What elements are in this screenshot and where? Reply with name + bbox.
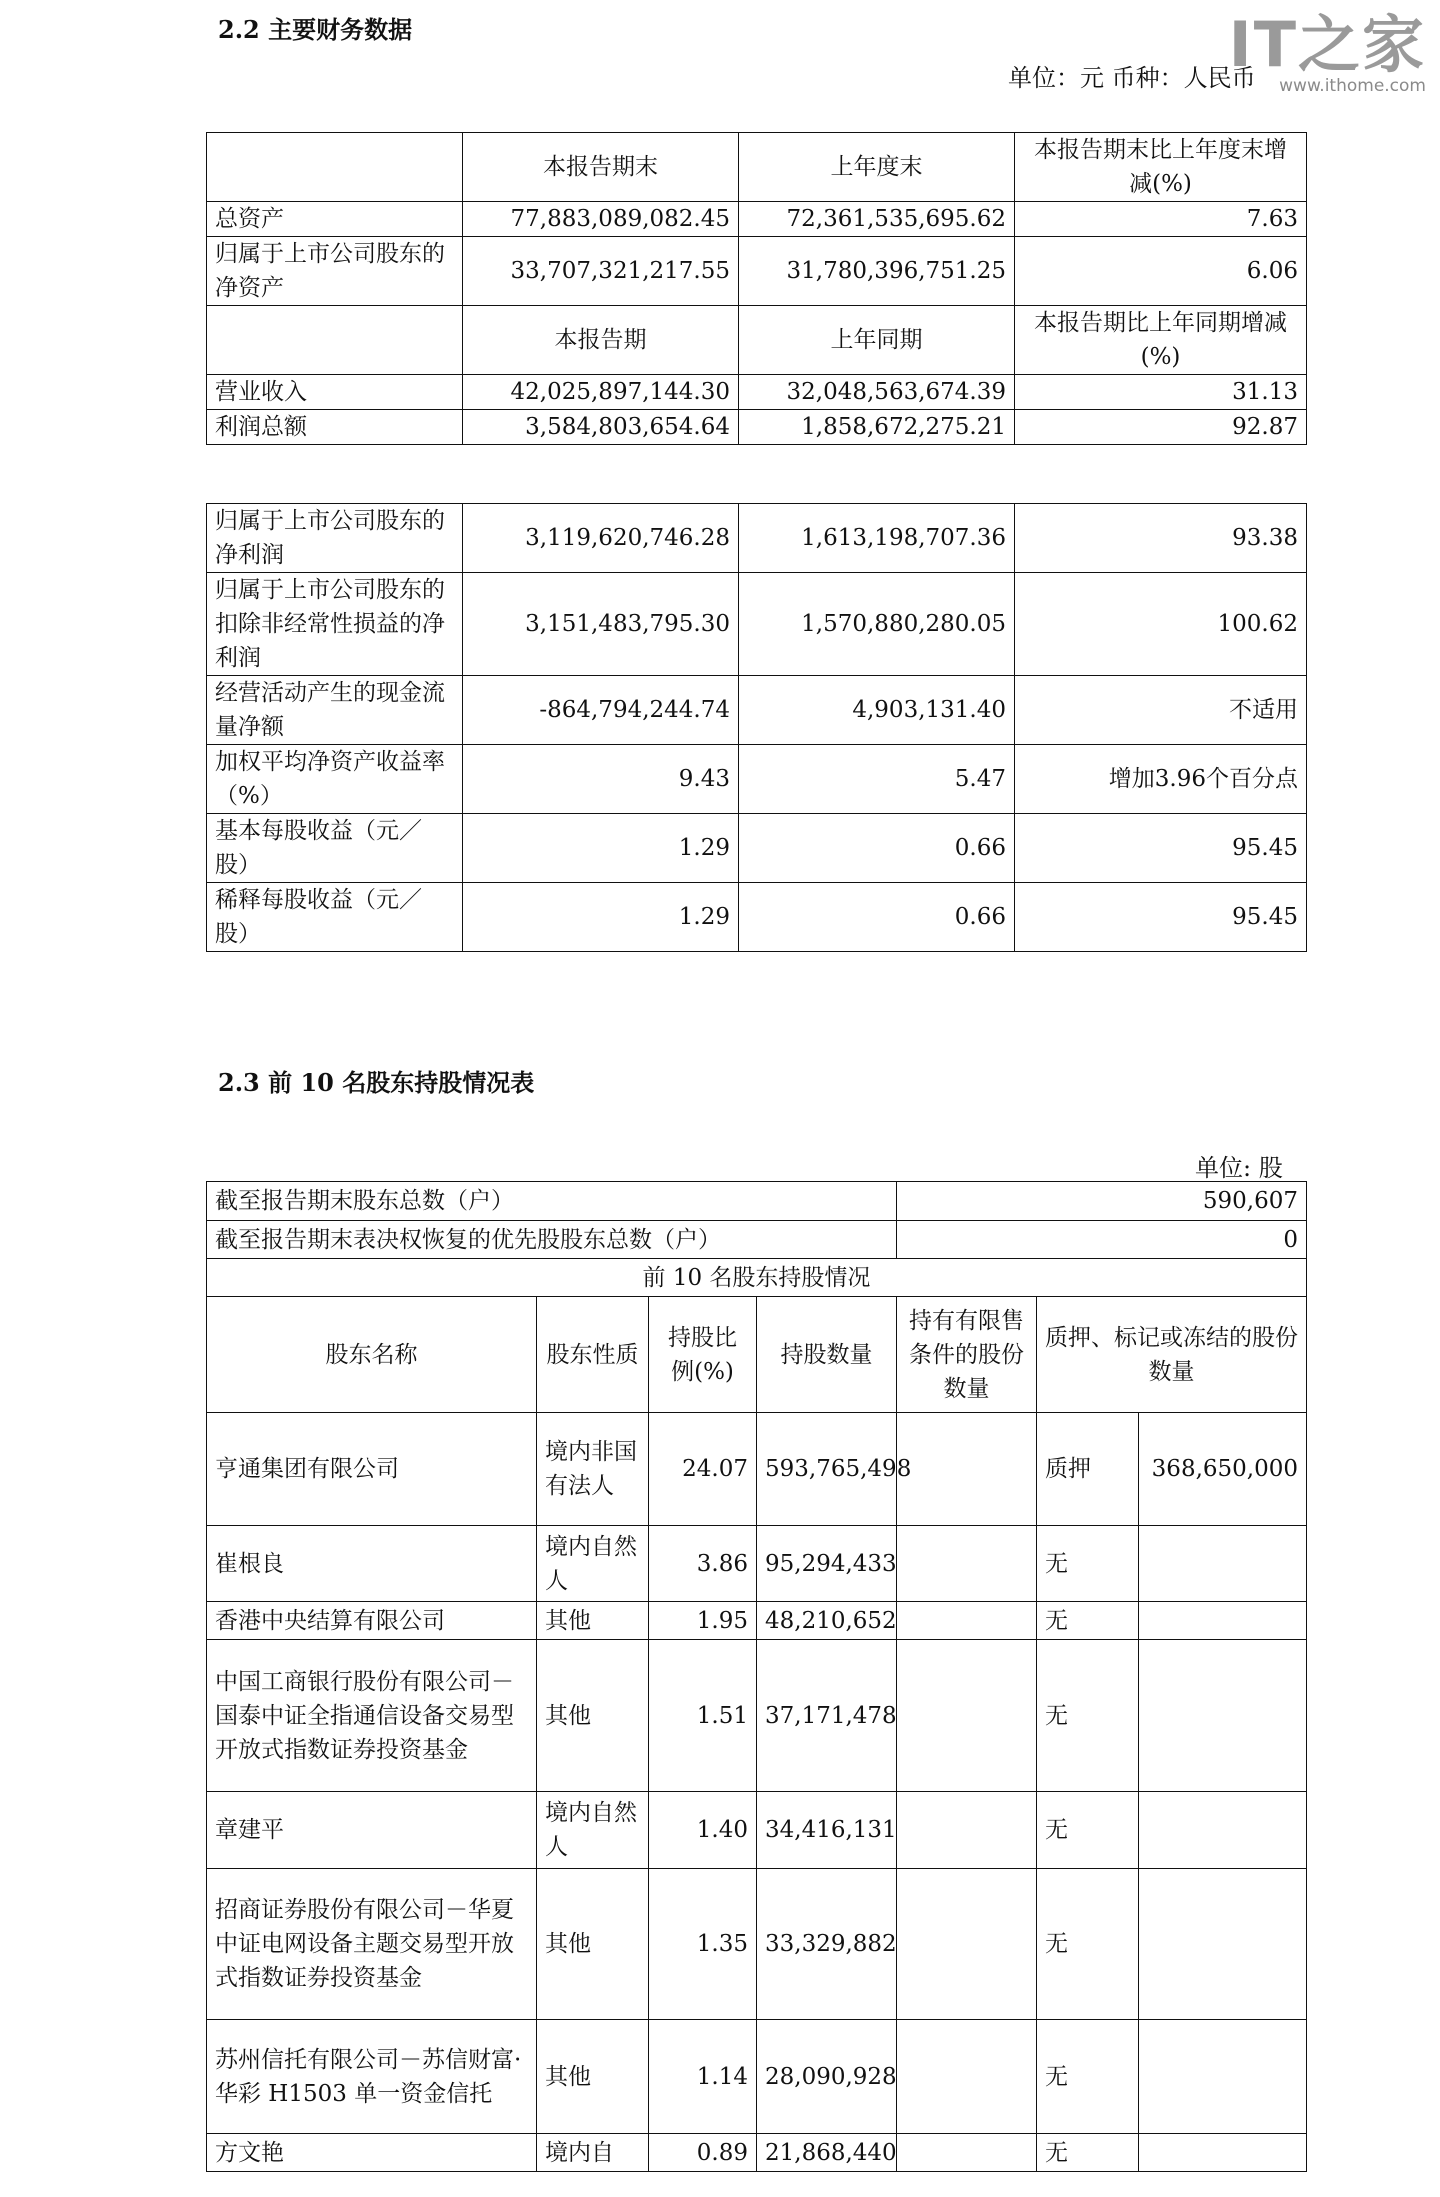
pledge-amount [1139,2134,1307,2172]
column-header: 本报告期末 [463,133,739,202]
table-cell: 4,903,131.40 [739,676,1015,745]
preferred-shareholders-label: 截至报告期末表决权恢复的优先股股东总数（户） [207,1221,897,1259]
pledge-status: 无 [1037,1602,1139,1640]
shareholding-ratio: 24.07 [649,1413,757,1526]
shareholding-ratio: 1.95 [649,1602,757,1640]
table-row [207,676,1307,745]
pledge-amount [1139,1602,1307,1640]
table-cell: 1.29 [463,883,739,952]
restricted-shares [897,2020,1037,2134]
pledge-amount [1139,1640,1307,1792]
financial-data-table-continued [206,503,1307,952]
watermark [1228,8,1426,96]
pledge-status: 无 [1037,1526,1139,1602]
restricted-shares [897,1792,1037,1869]
pledge-amount [1139,1526,1307,1602]
column-header: 上年度末 [739,133,1015,202]
table-cell: 32,048,563,674.39 [739,375,1015,410]
table-header-row [207,1297,1307,1413]
table-cell: -864,794,244.74 [463,676,739,745]
table-cell: 1,570,880,280.05 [739,573,1015,676]
table-cell: 1,613,198,707.36 [739,504,1015,573]
preferred-shareholders-value: 0 [897,1221,1307,1259]
shareholder-type: 境内非国有法人 [537,1413,649,1526]
pledge-status: 无 [1037,1792,1139,1869]
shares-held: 28,090,928 [757,2020,897,2134]
table-row [207,1182,1307,1221]
table-cell: 9.43 [463,745,739,814]
column-header: 持有有限售条件的股份数量 [897,1297,1037,1413]
table-cell: 7.63 [1015,202,1307,237]
table-cell: 100.62 [1015,573,1307,676]
table-row [207,504,1307,573]
shareholder-type: 其他 [537,1869,649,2020]
table-row [207,375,1307,410]
shareholding-ratio: 1.35 [649,1869,757,2020]
pledge-amount [1139,2020,1307,2134]
pledge-status: 无 [1037,1640,1139,1792]
table-cell: 31,780,396,751.25 [739,237,1015,306]
shareholder-type: 其他 [537,1602,649,1640]
restricted-shares [897,1413,1037,1526]
pledge-status: 质押 [1037,1413,1139,1526]
financial-data-table [206,132,1307,445]
shareholder-name: 招商证券股份有限公司－华夏中证电网设备主题交易型开放式指数证券投资基金 [207,1869,537,2020]
table-cell [207,306,463,375]
table-cell: 6.06 [1015,237,1307,306]
column-header: 本报告期 [463,306,739,375]
table-cell: 3,584,803,654.64 [463,410,739,445]
table-row [207,745,1307,814]
pledge-status: 无 [1037,2134,1139,2172]
shares-held: 33,329,882 [757,1869,897,2020]
shareholder-type: 其他 [537,1640,649,1792]
row-label: 归属于上市公司股东的净利润 [207,504,463,573]
table-cell [207,133,463,202]
table-row [207,1869,1307,2020]
table-cell: 42,025,897,144.30 [463,375,739,410]
column-header: 持股比例(%) [649,1297,757,1413]
table-row [207,237,1307,306]
row-label: 总资产 [207,202,463,237]
table-cell: 0.66 [739,883,1015,952]
table-row [207,1526,1307,1602]
table-row [207,1640,1307,1792]
shareholder-name: 方文艳 [207,2134,537,2172]
table-row [207,1259,1307,1297]
restricted-shares [897,1602,1037,1640]
row-label: 稀释每股收益（元／股） [207,883,463,952]
table-row [207,410,1307,445]
column-header: 本报告期末比上年度末增减(%) [1015,133,1307,202]
table-cell: 0.66 [739,814,1015,883]
table-row [207,1413,1307,1526]
section-2-2-heading: 2.2 主要财务数据 [218,15,413,44]
column-header: 股东名称 [207,1297,537,1413]
shares-held: 48,210,652 [757,1602,897,1640]
shareholder-type: 境内自然人 [537,1526,649,1602]
column-header: 上年同期 [739,306,1015,375]
table-row [207,202,1307,237]
table-cell: 5.47 [739,745,1015,814]
table-row [207,883,1307,952]
restricted-shares [897,2134,1037,2172]
pledge-status: 无 [1037,2020,1139,2134]
row-label: 归属于上市公司股东的净资产 [207,237,463,306]
shareholder-type: 境内自 [537,2134,649,2172]
table-cell: 95.45 [1015,814,1307,883]
table-cell: 1,858,672,275.21 [739,410,1015,445]
total-shareholders-label: 截至报告期末股东总数（户） [207,1182,897,1221]
pledge-amount: 368,650,000 [1139,1413,1307,1526]
table-row [207,2020,1307,2134]
section-2-3-heading: 2.3 前 10 名股东持股情况表 [218,1068,535,1097]
table-cell: 93.38 [1015,504,1307,573]
shareholding-ratio: 1.14 [649,2020,757,2134]
table-header-row [207,133,1307,202]
column-header: 质押、标记或冻结的股份数量 [1037,1297,1307,1413]
column-header: 本报告期比上年同期增减(%) [1015,306,1307,375]
table-cell: 92.87 [1015,410,1307,445]
table-cell: 1.29 [463,814,739,883]
table-row [207,2134,1307,2172]
table-row [207,814,1307,883]
table-header-row [207,306,1307,375]
column-header: 股东性质 [537,1297,649,1413]
row-label: 归属于上市公司股东的扣除非经常性损益的净利润 [207,573,463,676]
shareholding-ratio: 3.86 [649,1526,757,1602]
shares-held: 37,171,478 [757,1640,897,1792]
shareholder-name: 中国工商银行股份有限公司－国泰中证全指通信设备交易型开放式指数证券投资基金 [207,1640,537,1792]
shareholder-name: 苏州信托有限公司－苏信财富·华彩 H1503 单一资金信托 [207,2020,537,2134]
restricted-shares [897,1640,1037,1792]
shareholder-type: 其他 [537,2020,649,2134]
shareholder-name: 香港中央结算有限公司 [207,1602,537,1640]
table-row [207,573,1307,676]
table-cell: 33,707,321,217.55 [463,237,739,306]
row-label: 加权平均净资产收益率（%） [207,745,463,814]
column-header: 持股数量 [757,1297,897,1413]
table-cell: 77,883,089,082.45 [463,202,739,237]
table-row [207,1602,1307,1640]
table-row [207,1221,1307,1259]
row-label: 基本每股收益（元／股） [207,814,463,883]
restricted-shares [897,1526,1037,1602]
shares-held: 95,294,433 [757,1526,897,1602]
section-2-2-unit: 单位：元 币种：人民币 [1008,64,1256,92]
table-cell: 3,119,620,746.28 [463,504,739,573]
shareholding-ratio: 1.51 [649,1640,757,1792]
table-cell: 3,151,483,795.30 [463,573,739,676]
table-cell: 95.45 [1015,883,1307,952]
table-row [207,1792,1307,1869]
shareholders-table [206,1181,1307,2172]
table-cell: 不适用 [1015,676,1307,745]
pledge-amount [1139,1869,1307,2020]
shares-held: 593,765,498 [757,1413,897,1526]
shares-held: 34,416,131 [757,1792,897,1869]
section-2-3-unit: 单位: 股 [1195,1154,1283,1182]
shareholding-ratio: 0.89 [649,2134,757,2172]
table-cell: 31.13 [1015,375,1307,410]
pledge-amount [1139,1792,1307,1869]
shareholder-type: 境内自然人 [537,1792,649,1869]
table-cell: 72,361,535,695.62 [739,202,1015,237]
shares-held: 21,868,440 [757,2134,897,2172]
shareholder-name: 章建平 [207,1792,537,1869]
watermark-logo: IT之家 [1228,8,1426,81]
shareholder-name: 崔根良 [207,1526,537,1602]
row-label: 营业收入 [207,375,463,410]
row-label: 利润总额 [207,410,463,445]
table-cell: 增加3.96个百分点 [1015,745,1307,814]
shareholder-name: 亨通集团有限公司 [207,1413,537,1526]
total-shareholders-value: 590,607 [897,1182,1307,1221]
row-label: 经营活动产生的现金流量净额 [207,676,463,745]
shareholding-ratio: 1.40 [649,1792,757,1869]
pledge-status: 无 [1037,1869,1139,2020]
restricted-shares [897,1869,1037,2020]
watermark-url: www.ithome.com [1279,76,1426,96]
top10-subtitle: 前 10 名股东持股情况 [207,1259,1307,1297]
